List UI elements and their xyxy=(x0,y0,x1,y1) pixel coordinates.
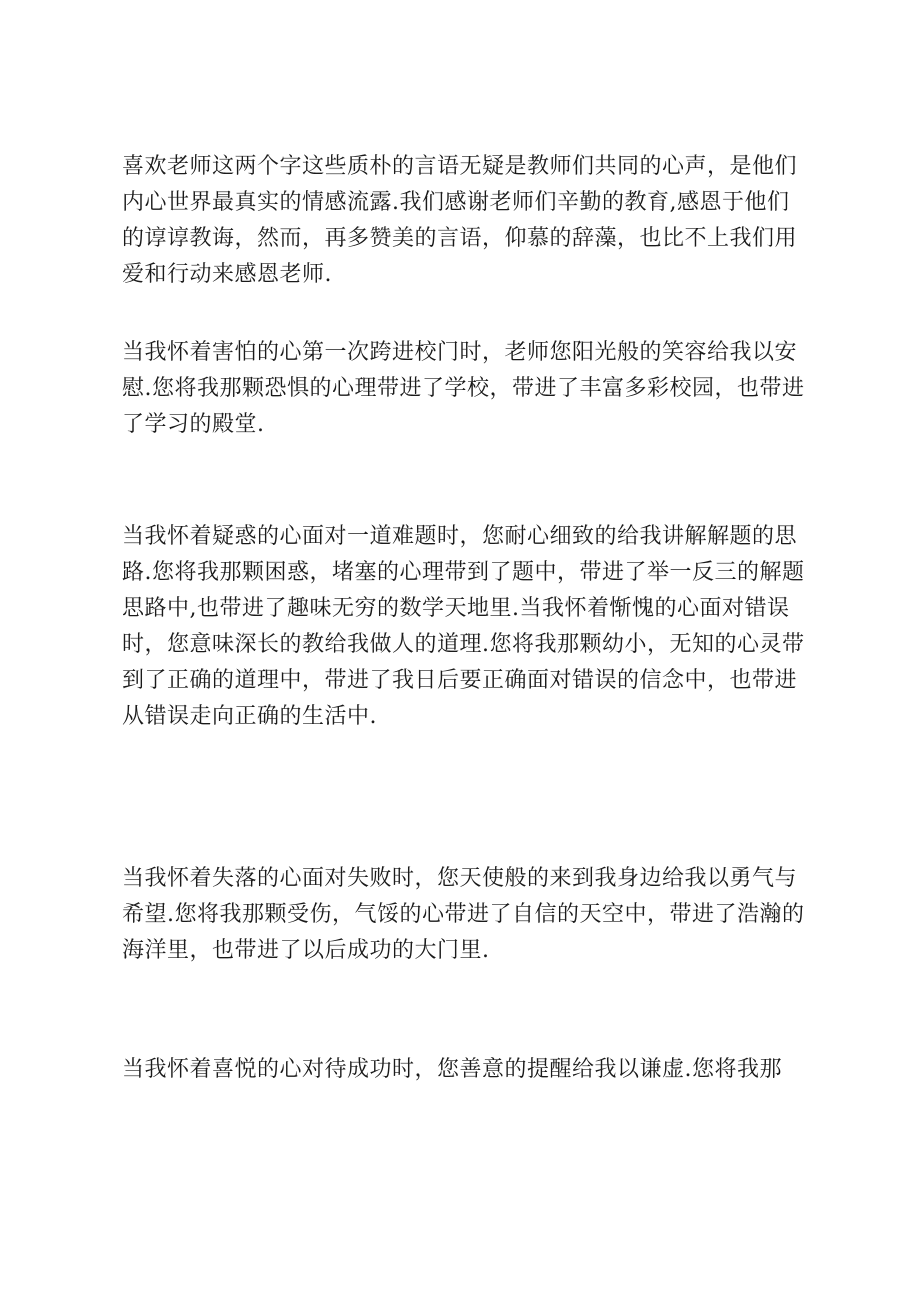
paragraph-line: 的谆谆教诲，然而，再多赞美的言语，仰慕的辞藻，也比不上我们用 xyxy=(122,226,798,251)
paragraph-line: 时，您意味深长的教给我做人的道理.您将我那颗幼小，无知的心灵带 xyxy=(122,632,805,657)
paragraph-line: 喜欢老师这两个字这些质朴的言语无疑是教师们共同的心声，是他们 xyxy=(122,154,798,179)
paragraph-line: 了学习的殿堂. xyxy=(122,412,265,437)
paragraph-line: 到了正确的道理中，带进了我日后要正确面对错误的信念中，也带进 xyxy=(122,668,798,693)
paragraph-line: 路.您将我那颗困惑，堵塞的心理带到了题中，带进了举一反三的解题 xyxy=(122,560,805,585)
paragraph-line: 从错误走向正确的生活中. xyxy=(122,704,377,729)
paragraph-line: 爱和行动来感恩老师. xyxy=(122,262,332,287)
paragraph-line: 当我怀着失落的心面对失败时，您天使般的来到我身边给我以勇气与 xyxy=(122,866,798,891)
paragraph-line: 当我怀着喜悦的心对待成功时，您善意的提醒给我以谦虚.您将我那 xyxy=(122,1057,782,1082)
paragraph-line: 内心世界最真实的情感流露.我们感谢老师们辛勤的教育,感恩于他们 xyxy=(122,190,790,215)
paragraph-line: 当我怀着害怕的心第一次跨进校门时，老师您阳光般的笑容给我以安 xyxy=(122,340,798,365)
paragraph-line: 思路中,也带进了趣味无穷的数学天地里.当我怀着惭愧的心面对错误 xyxy=(122,596,790,621)
paragraph-5 xyxy=(122,1052,802,1088)
paragraph-1 xyxy=(122,149,802,293)
paragraph-line: 海洋里，也带进了以后成功的大门里. xyxy=(122,938,490,963)
paragraph-4 xyxy=(122,861,805,969)
paragraph-line: 希望.您将我那颗受伤，气馁的心带进了自信的天空中，带进了浩瀚的 xyxy=(122,902,805,927)
paragraph-2 xyxy=(122,335,805,443)
paragraph-line: 当我怀着疑惑的心面对一道难题时，您耐心细致的给我讲解解题的思 xyxy=(122,524,798,549)
paragraph-3 xyxy=(122,519,805,735)
paragraph-line: 慰.您将我那颗恐惧的心理带进了学校，带进了丰富多彩校园，也带进 xyxy=(122,376,805,401)
